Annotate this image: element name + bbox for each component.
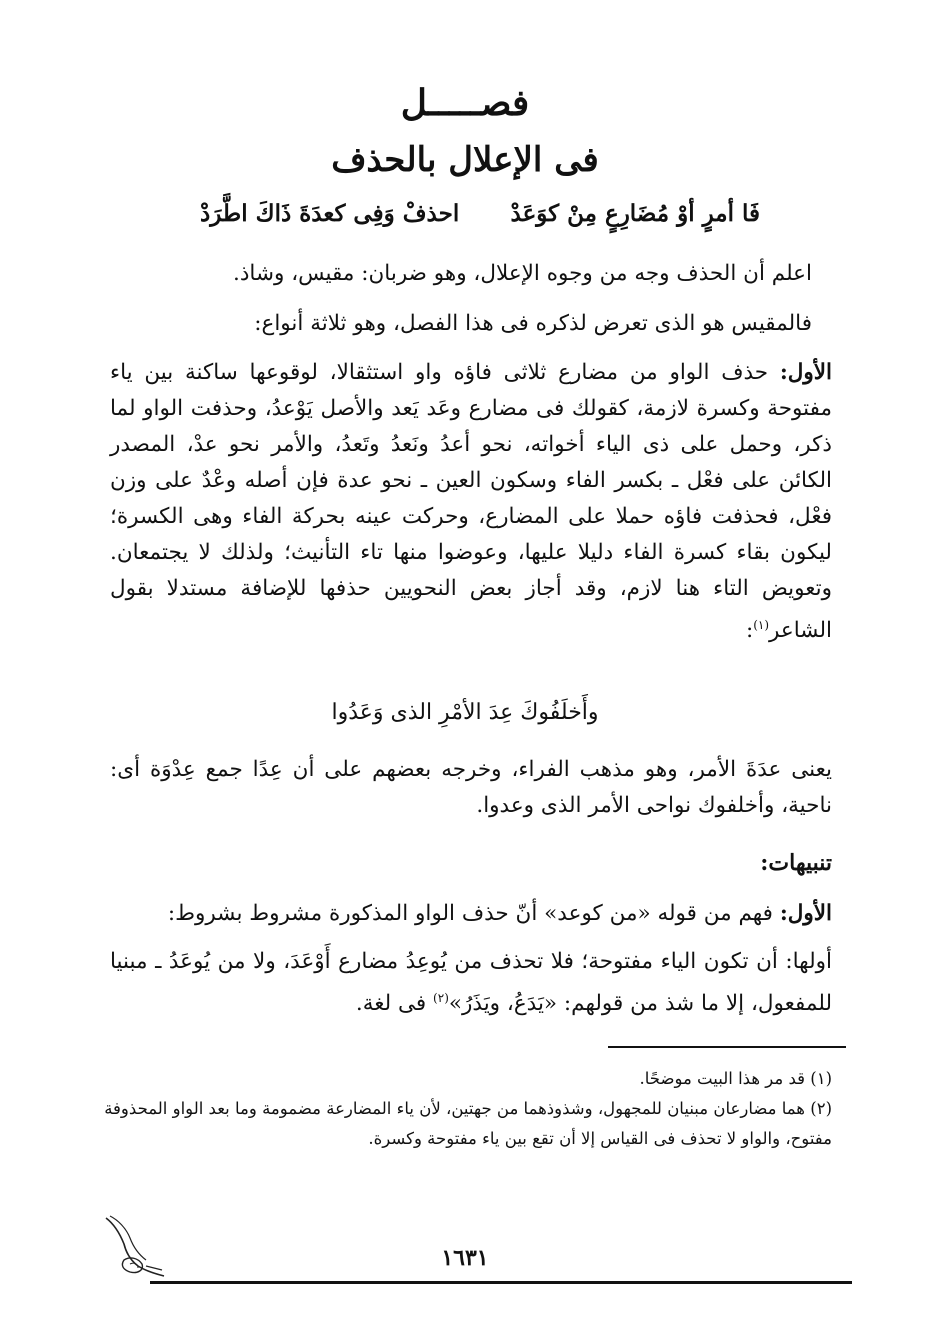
footnote-ref-1: (١) (753, 618, 770, 632)
paragraph-lead: الأول: (779, 901, 832, 926)
paragraph-body: حذف الواو من مضارع ثلاثى فاؤه واو استثقالا، لوقوعها ساكنة بين ياء مفتوحة وكسرة لازمة، كقولك فى مضارع وعَد يَعد والأصل يَوْعدُ، وحذفت الواو لما ذكر، وحمل على ذى الياء أخواته، نحو أعدُ ونَعدُ وتَعدُ، والأمر نحو عدْ، المصدر الكائن على فعْل ـ بكسر الفاء وسكون العين ـ نحو عدة فإن أصله وعْدٌ على وزن فعْل، فحذفت فاؤه حملا على المضارع، وحركت عينه بحركة الفاء وهى الكسرة؛ ليكون بقاء كسرة الفاء دليلا عليها، وعوضوا منها تاء التأنيث؛ ولذلك لا يجتمعان. وتعويض التاء هنا لازم، وقد أجاز بعض النحويين حذفها للإضافة مستدلا بقول الشاعر (110, 360, 832, 644)
page-number: ١٦٣١ (441, 1245, 489, 1271)
footnote-1: (١) قد مر هذا البيت موضحًا. (639, 1069, 832, 1088)
footnote-ref-2: (٢) (433, 991, 449, 1005)
paragraph-lead: الأول: (779, 360, 832, 385)
footnote-separator (608, 1046, 846, 1048)
paragraph-tail: : (745, 618, 754, 644)
verse-hemistich-left: احذفْ وَفِى كعدَةَ ذَاكَ اطَّرَدْ (200, 200, 460, 227)
paragraph-first-type (110, 355, 832, 649)
poem-line: وأَخلَفُوكَ عِدَ الأمْرِ الذى وَعَدُوا (331, 700, 599, 725)
paragraph-body: فهم من قوله «من كوعد» أنّ حذف الواو المذكورة مشروط بشروط: (167, 901, 773, 926)
paragraph-body: أولها: أن تكون الياء مفتوحة؛ فلا تحذف من يُوعِدُ مضارع أَوْعَدَ، ولا من يُوعَدُ ـ مبنيا للمفعول، إلا ما شذ من قولهم: «يَدَعُ، ويَذَرُ» (110, 949, 832, 1017)
bottom-rule (150, 1281, 852, 1284)
notes-heading: تنبيهات: (760, 850, 832, 876)
section-subheading: فى الإعلال بالحذف (331, 140, 599, 180)
paragraph-intro: اعلم أن الحذف وجه من وجوه الإعلال، وهو ضربان: مقيس، وشاذ. (233, 261, 812, 286)
paragraph-condition-first (110, 944, 832, 1022)
paragraph-types: فالمقيس هو الذى تعرض لذكره فى هذا الفصل، وهو ثلاثة أنواع: (254, 311, 812, 336)
paragraph-note-first (110, 896, 832, 932)
chapter-heading: فصـــــل (400, 82, 530, 124)
verse-hemistich-right: فَا أمرٍ أوْ مُضَارِعٍ مِنْ كوَعَدْ (510, 200, 760, 227)
paragraph-tail: فى لغة. (355, 991, 427, 1017)
pointing-hand-icon (100, 1210, 170, 1282)
paragraph-explanation: يعنى عدَةَ الأمر، وهو مذهب الفراء، وخرجه بعضهم على أن عِدًا جمع عِدْوَة أى: ناحية، وأخلفوك نواحى الأمر الذى وعدوا. (110, 757, 832, 818)
footnote-2: (٢) هما مضارعان مبنيان للمجهول، وشذوذهما من جهتين، لأن ياء المضارعة مضمومة وما بعد الواو المحذوفة مفتوح، والواو لا تحذف فى القياس إلا أن تقع بين ياء مفتوحة وكسرة. (104, 1099, 832, 1148)
alfiyya-verse (200, 200, 760, 240)
